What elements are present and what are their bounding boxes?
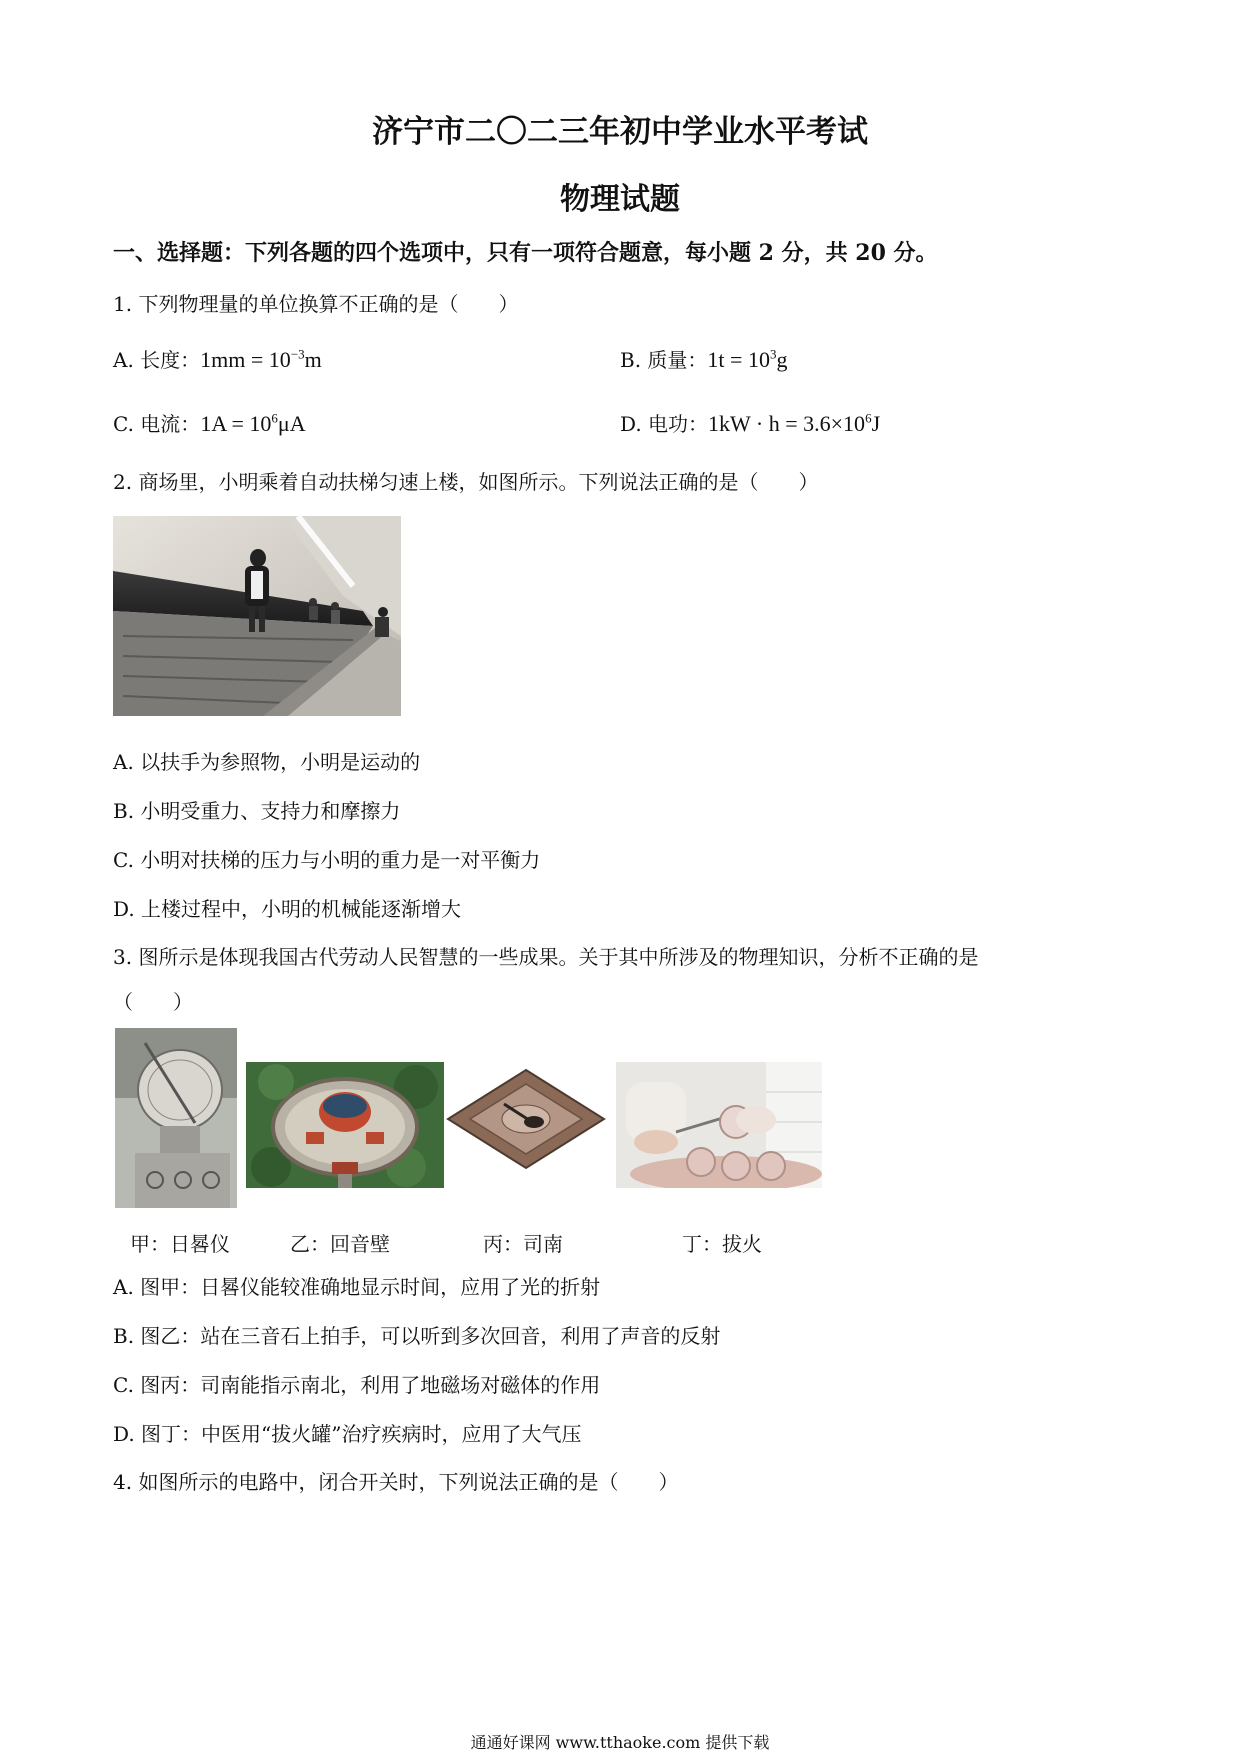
q1-option-a-label: A. 长度：	[113, 348, 201, 372]
q1-option-c-formula: $1A = 10^6\mu A$	[200, 410, 306, 436]
q3-option-d: D. 图丁：中医用“拔火罐”治疗疾病时，应用了大气压	[113, 1422, 582, 1446]
q3-stem-line2: （ ）	[113, 990, 193, 1014]
echo-wall-photo	[246, 1062, 444, 1188]
page-title: 济宁市二〇二三年初中学业水平考试	[372, 114, 868, 150]
q1-option-c	[113, 408, 306, 437]
sundial-photo	[115, 1028, 237, 1208]
sinan-photo	[446, 1068, 606, 1170]
page-subtitle: 物理试题	[560, 182, 680, 217]
q1-option-b-label: B. 质量：	[620, 348, 708, 372]
q3-option-c: C. 图丙：司南能指示南北，利用了地磁场对磁体的作用	[113, 1373, 601, 1397]
section-heading: 一、选择题：下列各题的四个选项中，只有一项符合题意，每小题 2 分，共 20 分。	[113, 240, 938, 266]
escalator-photo	[113, 516, 401, 716]
q1-option-d-formula: $1kW \cdot h = 3.6\times 10^6J$	[708, 410, 881, 436]
caption-yi: 乙：回音壁	[290, 1232, 390, 1256]
q1-option-c-label: C. 电流：	[113, 412, 201, 436]
caption-bing: 丙：司南	[483, 1232, 563, 1256]
q2-option-c: C. 小明对扶梯的压力与小明的重力是一对平衡力	[113, 848, 541, 872]
q4-stem: 4. 如图所示的电路中，闭合开关时，下列说法正确的是（ ）	[113, 1470, 679, 1494]
q3-option-b: B. 图乙：站在三音石上拍手，可以听到多次回音，利用了声音的反射	[113, 1324, 721, 1348]
q1-option-a-formula: $1mm = 10^{-3}m$	[200, 346, 322, 372]
cupping-photo	[616, 1062, 822, 1188]
q1-option-b-formula: $1t = 10^3g$	[707, 346, 788, 372]
q2-stem: 2. 商场里，小明乘着自动扶梯匀速上楼，如图所示。下列说法正确的是（ ）	[113, 470, 819, 494]
q3-option-a: A. 图甲：日晷仪能较准确地显示时间，应用了光的折射	[113, 1275, 601, 1299]
q1-stem: 1. 下列物理量的单位换算不正确的是（ ）	[113, 292, 519, 316]
q2-option-a: A. 以扶手为参照物，小明是运动的	[113, 750, 421, 774]
footer-text: 通通好课网 www.tthaoke.com 提供下载	[470, 1733, 770, 1752]
caption-jia: 甲：日晷仪	[130, 1232, 230, 1256]
q2-option-d: D. 上楼过程中，小明的机械能逐渐增大	[113, 897, 462, 921]
q1-option-a	[113, 344, 322, 373]
q1-option-b	[620, 344, 787, 373]
q1-option-d	[620, 408, 880, 437]
q1-option-d-label: D. 电功：	[620, 412, 709, 436]
q3-stem-line1: 3. 图所示是体现我国古代劳动人民智慧的一些成果。关于其中所涉及的物理知识，分析不正确的是	[113, 945, 979, 969]
q2-option-b: B. 小明受重力、支持力和摩擦力	[113, 799, 401, 823]
caption-ding: 丁：拔火	[682, 1232, 762, 1256]
